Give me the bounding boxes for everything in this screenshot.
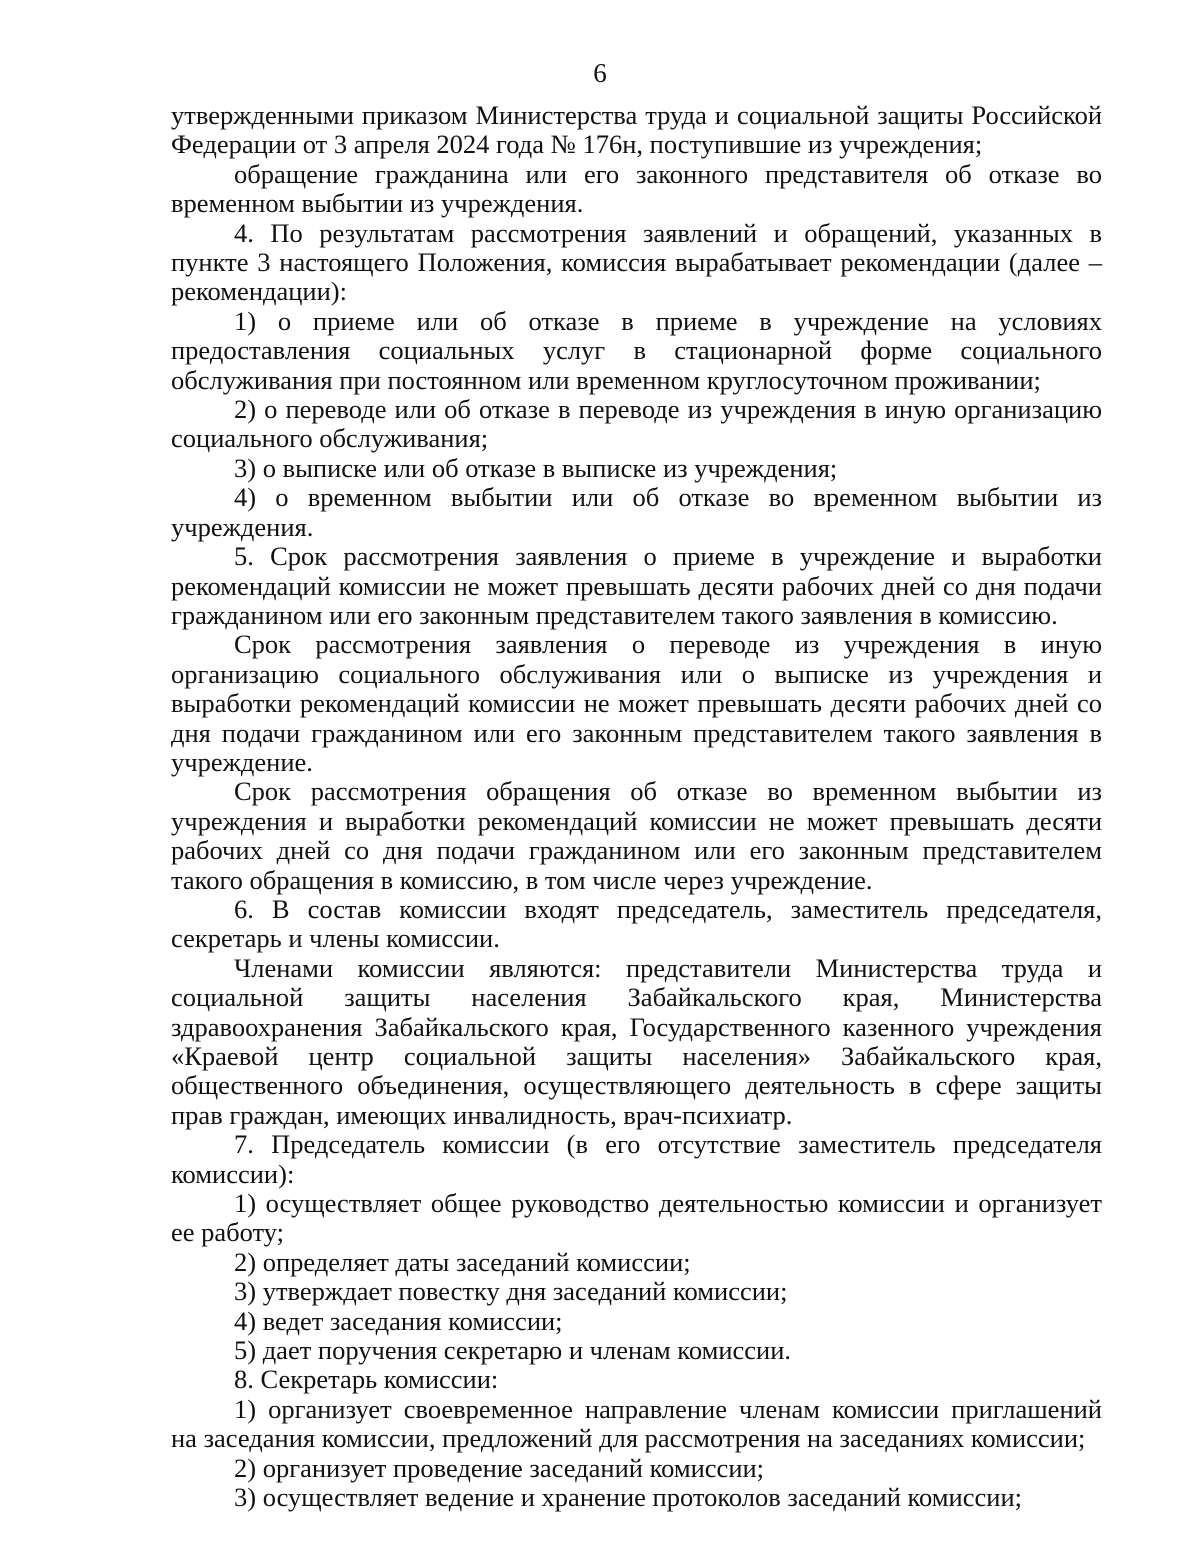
paragraph-continuation: утвержденными приказом Министерства труда и социальной защиты Российской Федерации от 3 апреля 2024 года № 176н, поступившие из учреждения; — [171, 100, 1102, 160]
paragraph-item-7: 7. Председатель комиссии (в его отсутствие заместитель председателя комиссии): — [171, 1129, 1102, 1189]
list-item: 3) утверждает повестку дня заседаний комиссии; — [234, 1276, 788, 1307]
list-item: 1) организует своевременное направление членам комиссии приглашений на заседания комиссии, предложений для рассмотрения на заседаниях комиссии; — [171, 1393, 1102, 1454]
paragraph-item-8: 8. Секретарь комиссии: — [234, 1364, 499, 1395]
list-item: 4) о временном выбытии или об отказе во временном выбытии из учреждения. — [171, 482, 1102, 542]
paragraph: обращение гражданина или его законного представителя об отказе во временном выбытии из учреждения. — [171, 158, 1102, 219]
list-item: 2) определяет даты заседаний комиссии; — [234, 1246, 691, 1277]
list-item: 1) о приеме или об отказе в приеме в учреждение на условиях предоставления социальных услуг в стационарной форме социального обслуживания при постоянном или временном круглосуточном проживании; — [171, 305, 1102, 395]
page-number: 6 — [593, 58, 607, 88]
list-item: 1) осуществляет общее руководство деятельностью комиссии и организует ее работу; — [171, 1188, 1102, 1248]
paragraph-item-6: 6. В состав комиссии входят председатель, заместитель председателя, секретарь и члены комиссии. — [171, 893, 1102, 954]
list-item: 2) организует проведение заседаний комиссии; — [234, 1452, 765, 1483]
paragraph: Срок рассмотрения заявления о переводе из учреждения в иную организацию социального обслуживания или о выписке из учреждения и выработки рекомендаций комиссии не может превышать десяти рабочих дней со дня подачи гражданином или его законным представителем такого заявления в учреждение. — [171, 629, 1102, 777]
list-item: 4) ведет заседания комиссии; — [234, 1305, 563, 1336]
list-item: 5) дает поручения секретарю и членам комиссии. — [234, 1335, 792, 1366]
list-item: 3) о выписке или об отказе в выписке из учреждения; — [234, 452, 838, 483]
list-item: 3) осуществляет ведение и хранение протоколов заседаний комиссии; — [234, 1482, 1022, 1513]
paragraph: Членами комиссии являются: представители Министерства труда и социальной защиты населения Забайкальского края, Министерства здравоохранения Забайкальского края, Государственного казенного учреждения «Краевой центр социальной защиты населения» Забайкальского края, общественного объединения, осуществляющего деятельность в сфере защиты прав граждан, имеющих инвалидность, врач-психиатр. — [171, 952, 1102, 1130]
list-item: 2) о переводе или об отказе в переводе из учреждения в иную организацию социального обслуживания; — [171, 394, 1102, 454]
paragraph-item-4: 4. По результатам рассмотрения заявлений и обращений, указанных в пункте 3 настоящего Положения, комиссия вырабатывает рекомендации (далее – рекомендации): — [171, 217, 1102, 307]
document-body — [171, 101, 1102, 1513]
paragraph-item-5: 5. Срок рассмотрения заявления о приеме в учреждение и выработки рекомендаций комиссии не может превышать десяти рабочих дней со дня подачи гражданином или его законным представителем такого заявления в комиссию. — [171, 541, 1102, 630]
paragraph: Срок рассмотрения обращения об отказе во временном выбытии из учреждения и выработки рекомендаций комиссии не может превышать десяти рабочих дней со дня подачи гражданином или его законным представителем такого обращения в комиссию, в том числе через учреждение. — [171, 776, 1102, 895]
